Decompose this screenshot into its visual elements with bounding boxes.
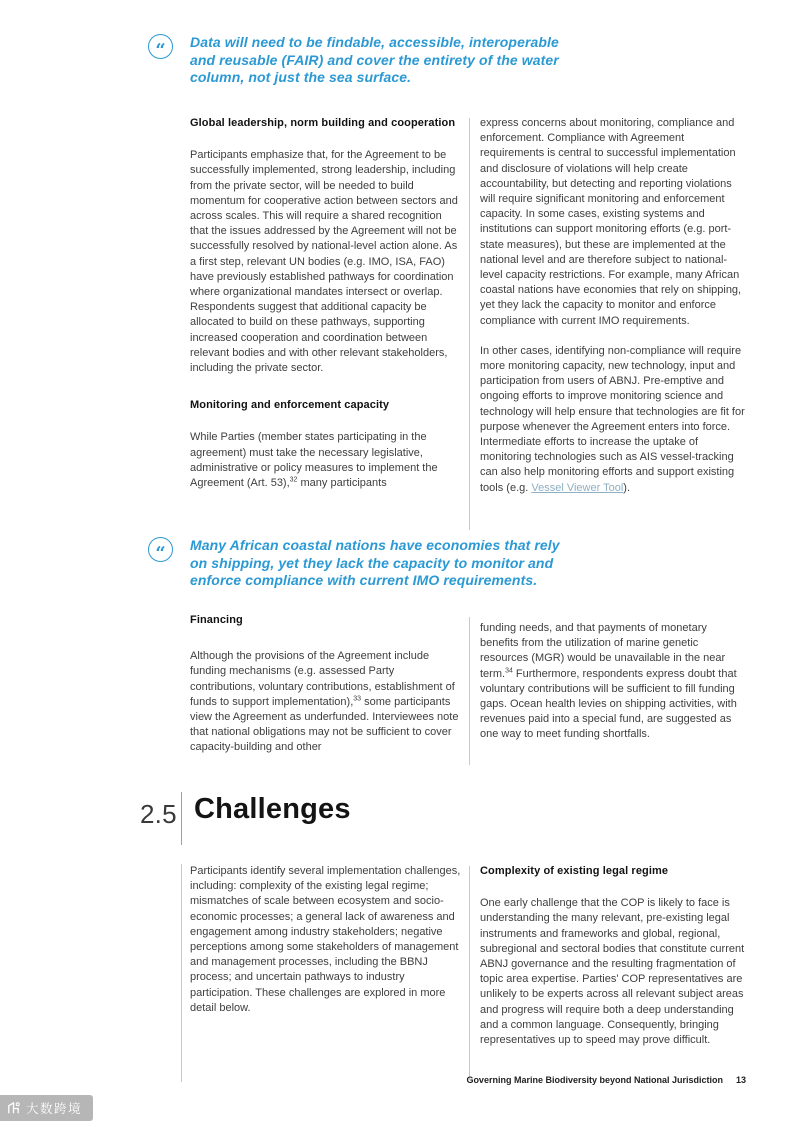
watermark-badge xyxy=(0,1095,93,1121)
section-divider-bar xyxy=(181,792,182,845)
column-left-section1 xyxy=(190,116,462,506)
footer-title: Governing Marine Biodiversity beyond National Jurisdiction xyxy=(466,1075,723,1085)
para-financing-text: Although the provisions of the Agreement include funding mechanisms (e.g. assessed Party contributions, voluntary contributions, establishment of funds to support implementation), xyxy=(190,650,455,708)
heading-monitoring-capacity: Monitoring and enforcement capacity xyxy=(190,399,390,412)
pull-quote-1-text: Data will need to be findable, accessible, interoperable and reusable (FAIR) and cover the entirety of the water column, not just the sea surface. xyxy=(190,34,559,85)
para-funding-needs xyxy=(480,621,748,743)
column-right-challenges xyxy=(480,864,750,1063)
pull-quote-2 xyxy=(148,537,570,590)
quote-glyph: “ xyxy=(155,40,166,61)
heading-legal-regime: Complexity of existing legal regime xyxy=(480,865,669,877)
para-compliance-2-end: ). xyxy=(623,481,631,494)
quote-glyph: “ xyxy=(155,543,166,564)
para-monitoring-capacity xyxy=(190,430,462,491)
footnote-ref-34: 34 xyxy=(505,666,513,674)
column-divider-challenges xyxy=(469,866,470,1080)
heading-financing: Financing xyxy=(190,614,243,626)
quote-icon xyxy=(148,537,173,562)
para-compliance-2 xyxy=(480,344,748,496)
para-global-leadership: Participants emphasize that, for the Agreement to be successfully implemented, strong leadership, including from the private sector, will be needed to build momentum for cooperative action between sectors and across scales. This will require a shared recognition that the issues addressed by the Agreement will not be successfully resolved by national-level action alone. As a first step, relevant UN bodies (e.g. IMO, ISA, FAO) have previously established pathways for coordination where organizational mandates intersect or overlap. Respondents suggest that additional capacity be allocated to build on these pathways, supporting increased cooperation and coordination between relevant bodies and with other relevant stakeholders, including the private sector. xyxy=(190,149,458,375)
column-divider-section1 xyxy=(469,118,470,530)
para-challenges-overview: Participants identify several implementation challenges, including: complexity of the existing legal regime; mismatches of scale between ecosystem and socio-economic processes; a general lack of awareness and engagement among industry stakeholders; negative perceptions among some stakeholders of management and management processes, including the BBNJ process; and uncertain pathways to industry participation. These challenges are explored in more detail below. xyxy=(190,865,461,1014)
pull-quote-2-text: Many African coastal nations have economies that rely on shipping, yet they lack the capacity to monitor and enforce compliance with current IMO requirements. xyxy=(190,537,560,588)
column-left-challenges xyxy=(190,864,462,1031)
watermark-logo-icon xyxy=(6,1101,21,1116)
column-right-financing xyxy=(480,621,748,758)
pull-quote-1 xyxy=(148,34,564,87)
section-number: 2.5 xyxy=(140,799,177,829)
page-number: 13 xyxy=(735,1075,746,1085)
para-funding-text: funding needs, and that payments of monetary benefits from the utilization of marine genetic resources (MGR) would be unavailable in the near term. xyxy=(480,622,726,680)
footnote-ref-32: 32 xyxy=(289,476,298,484)
para-financing-text-end: some participants view the Agreement as underfunded. Interviewees note that national obligations may not be sufficient to cover capacity-building and other xyxy=(190,695,459,754)
heading-global-leadership: Global leadership, norm building and cooperation xyxy=(190,117,456,129)
para-funding-text-end: Furthermore, respondents express doubt that voluntary contributions will be sufficient to fill funding gaps. Ocean health levies on shipping activities, with revenues paid into a special fund, are suggested as one way to meet funding shortfalls. xyxy=(480,667,737,741)
para-compliance-1: express concerns about monitoring, compliance and enforcement. Compliance with Agreement requirements is central to successful implementation and disclosure of violations will help create accountability, but detecting and reporting violations will require significant monitoring and enforcement capacity. In some cases, existing systems and institutions can support monitoring efforts (e.g. port-state measures), but these are implemented at the national level and are therefore subject to national-level capacity restrictions. For example, many African coastal nations have economies that rely on shipping, yet they lack the capacity to monitor and enforce compliance with current IMO requirements. xyxy=(480,117,742,327)
para-monitoring-text: While Parties (member states participating in the agreement) must take the necessary legislative, administrative or policy measures to implement the Agreement (Art. 53), xyxy=(190,431,438,490)
page-footer xyxy=(466,1075,746,1085)
para-monitoring-text-end: many participants xyxy=(297,477,387,490)
para-legal-regime: One early challenge that the COP is likely to face is understanding the many relevant, pre-existing legal instruments and frameworks and global, regional, subregional and sectoral bodies that constitute current ABNJ governance and the resulting fragmentation of topic area expertise. Parties' COP representatives are unlikely to be experts across all relevant subject areas and progress will require both a deep understanding and a common language. Consequently, bringing representatives up to speed may prove difficult. xyxy=(480,897,745,1047)
link-vessel-viewer-tool[interactable]: Vessel Viewer Tool xyxy=(531,481,624,494)
para-compliance-2-text: In other cases, identifying non-compliance will require more monitoring capacity, new technology, input and participation from users of ABNJ. Pre-emptive and ongoing efforts to improve monitoring science and technology will help ensure that technologies are fit for purpose whenever the Agreement enters into force. Intermediate efforts to increase the uptake of monitoring technologies such as AIS vessel-tracking can also help monitoring efforts and support existing tools (e.g. xyxy=(480,344,745,494)
column-right-section1 xyxy=(480,116,748,511)
left-rule-challenges xyxy=(181,864,182,1082)
section-title-challenges: Challenges xyxy=(194,793,351,825)
watermark-text: 大数跨境 xyxy=(26,1102,83,1116)
column-divider-financing xyxy=(469,617,470,765)
column-left-financing xyxy=(190,613,462,771)
footnote-ref-33: 33 xyxy=(353,695,362,703)
para-financing xyxy=(190,649,462,755)
quote-icon xyxy=(148,34,173,59)
